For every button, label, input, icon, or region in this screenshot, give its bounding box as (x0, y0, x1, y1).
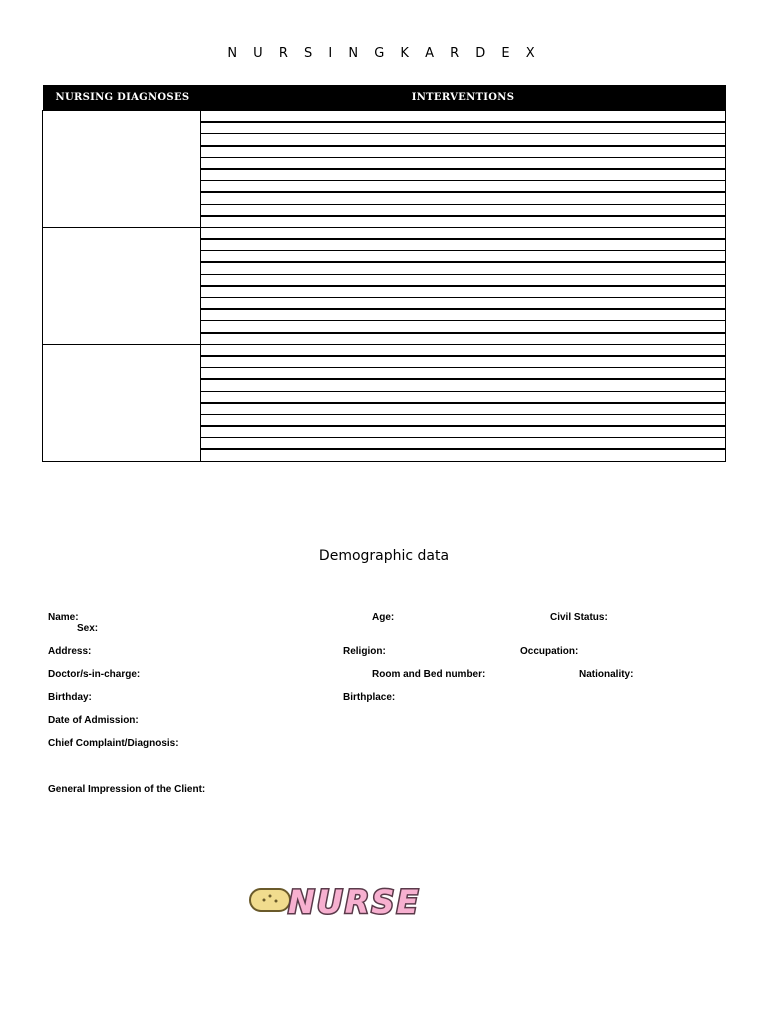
intervention-cell[interactable] (201, 192, 726, 204)
intervention-cell[interactable] (201, 368, 726, 380)
chief-complaint-field-label: Chief Complaint/Diagnosis: (48, 738, 179, 749)
intervention-cell[interactable] (201, 204, 726, 216)
doctor-field-label: Doctor/s-in-charge: (48, 669, 141, 680)
diagnoses-header: NURSING DIAGNOSES (43, 85, 201, 111)
intervention-cell[interactable] (201, 298, 726, 310)
nationality-field-label: Nationality: (579, 669, 634, 680)
intervention-cell[interactable] (201, 391, 726, 403)
nurse-logo (246, 880, 536, 920)
sex-field-label: Sex: (77, 623, 99, 634)
interventions-header: INTERVENTIONS (201, 85, 726, 111)
bandage-icon (250, 889, 290, 911)
intervention-cell[interactable] (201, 403, 726, 415)
intervention-line (43, 344, 726, 356)
general-impression-field-label: General Impression of the Client: (48, 784, 206, 795)
intervention-cell[interactable] (201, 122, 726, 134)
intervention-cell[interactable] (201, 286, 726, 298)
intervention-line (43, 111, 726, 123)
intervention-cell[interactable] (201, 309, 726, 321)
intervention-cell[interactable] (201, 321, 726, 333)
intervention-cell[interactable] (201, 146, 726, 158)
birthday-field-label: Birthday: (48, 692, 92, 703)
civil-status-field-label: Civil Status: (550, 612, 608, 623)
date-admission-field-label: Date of Admission: (48, 715, 139, 726)
intervention-line (43, 227, 726, 239)
intervention-cell[interactable] (201, 274, 726, 286)
age-field-label: Age: (372, 612, 395, 623)
intervention-cell[interactable] (201, 438, 726, 450)
room-bed-field-label: Room and Bed number: (372, 669, 486, 680)
intervention-cell[interactable] (201, 251, 726, 263)
intervention-cell[interactable] (201, 216, 726, 228)
occupation-field-label: Occupation: (520, 646, 579, 657)
religion-field-label: Religion: (343, 646, 386, 657)
intervention-cell[interactable] (201, 414, 726, 426)
intervention-cell[interactable] (201, 449, 726, 461)
intervention-cell[interactable] (201, 239, 726, 251)
intervention-cell[interactable] (201, 356, 726, 368)
intervention-cell[interactable] (201, 379, 726, 391)
demographic-heading: Demographic data (318, 548, 450, 564)
diagnosis-cell[interactable] (43, 344, 201, 461)
logo-wordmark: NURSE (288, 883, 421, 920)
intervention-cell[interactable] (201, 134, 726, 146)
name-field-label: Name: (48, 612, 79, 623)
kardex-body (43, 111, 726, 462)
intervention-cell[interactable] (201, 426, 726, 438)
diagnosis-cell[interactable] (43, 111, 201, 228)
kardex-header-row (43, 85, 726, 111)
nursing-kardex-table (42, 85, 726, 462)
intervention-cell[interactable] (201, 181, 726, 193)
intervention-cell[interactable] (201, 344, 726, 356)
address-field-label: Address: (48, 646, 92, 657)
intervention-cell[interactable] (201, 262, 726, 274)
birthplace-field-label: Birthplace: (343, 692, 396, 703)
diagnosis-cell[interactable] (43, 227, 201, 344)
intervention-cell[interactable] (201, 227, 726, 239)
page-title: N U R S I N G K A R D E X (227, 46, 541, 61)
intervention-cell[interactable] (201, 169, 726, 181)
intervention-cell[interactable] (201, 333, 726, 345)
intervention-cell[interactable] (201, 111, 726, 123)
intervention-cell[interactable] (201, 157, 726, 169)
